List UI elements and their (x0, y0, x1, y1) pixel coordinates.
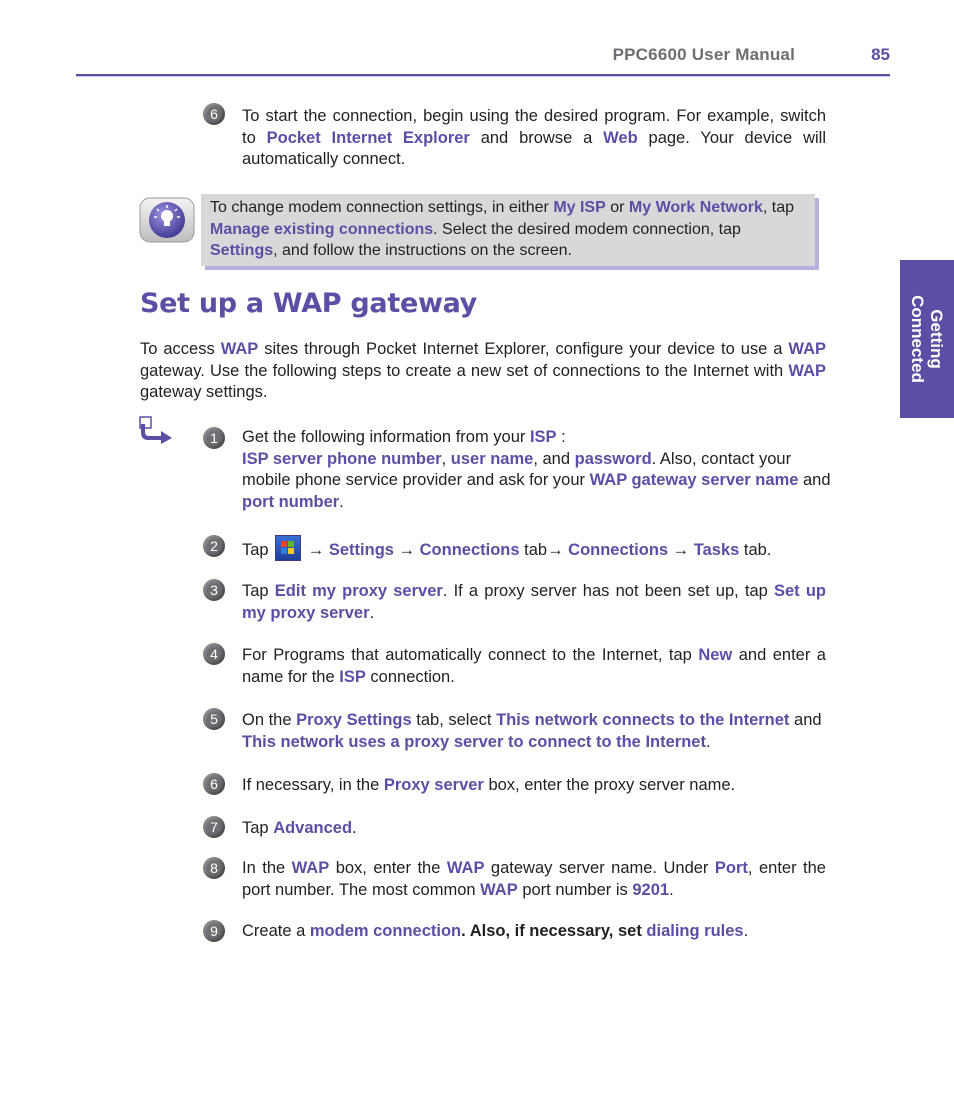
step-9-text: Create a modem connection. Also, if necessary, set dialing rules. (242, 922, 749, 940)
step-number-badge: 8 (203, 857, 225, 879)
procedure-arrow-icon (139, 416, 175, 444)
header-rule (76, 74, 890, 77)
step-number-badge: 1 (203, 427, 225, 449)
step-7-text: Tap Advanced. (242, 819, 357, 837)
lightbulb-note-icon (139, 196, 195, 244)
step-6-text: If necessary, in the Proxy server box, enter the proxy server name. (242, 776, 736, 794)
page-number: 85 (871, 45, 890, 64)
step-number-badge: 3 (203, 579, 225, 601)
note-text: To change modem connection settings, in either My ISP or My Work Network, tap Manage existing connections. Select the desired modem connection, tap Settings, and follow the instructions on the screen. (210, 199, 794, 259)
step-number-badge: 7 (203, 816, 225, 838)
note-box (201, 194, 815, 266)
step-4-text: For Programs that automatically connect to the Internet, tap New and enter a name for the ISP connection. (242, 646, 826, 686)
windows-start-icon[interactable] (275, 535, 301, 561)
step-1-text: Get the following information from your ISP : ISP server phone number, user name, and password. Also, contact your mobile phone service provider and ask for your WAP gateway server name and port number. (242, 428, 831, 511)
step-5-text: On the Proxy Settings tab, select This network connects to the Internet and This network uses a proxy server to connect to the Internet. (242, 711, 822, 751)
side-tab-getting-connected[interactable] (900, 260, 954, 418)
step-number-badge: 6 (203, 103, 225, 125)
step-3-text: Tap Edit my proxy server. If a proxy server has not been set up, tap Set up my proxy server. (242, 582, 827, 622)
intro-paragraph: To access WAP sites through Pocket Internet Explorer, configure your device to use a WAP gateway. Use the following steps to create a new set of connections to the Internet with WAP gateway settings. (140, 340, 826, 401)
header-title: PPC6600 User Manual (612, 45, 795, 64)
top-step-text: To start the connection, begin using the desired program. For example, switch to Pocket Internet Explorer and browse a Web page. Your device will automatically connect. (242, 107, 826, 168)
link-web: Web (603, 128, 638, 147)
step-2-text: Tap → Settings → Connections tab→ Connections → Tasks tab. (242, 535, 832, 563)
step-number-badge: 2 (203, 535, 225, 557)
section-title: Set up a WAP gateway (140, 288, 477, 319)
step-number-badge: 9 (203, 920, 225, 942)
side-tab-line1: Getting (927, 309, 946, 369)
side-tab-label (908, 295, 946, 383)
step-number-badge: 5 (203, 708, 225, 730)
step-8-text: In the WAP box, enter the WAP gateway server name. Under Port, enter the port number. The most common WAP port number is 9201. (242, 859, 826, 899)
step-number-badge: 6 (203, 773, 225, 795)
step-number-badge: 4 (203, 643, 225, 665)
side-tab-line2: Connected (908, 295, 927, 383)
link-pocket-internet-explorer: Pocket Internet Explorer (266, 128, 470, 147)
